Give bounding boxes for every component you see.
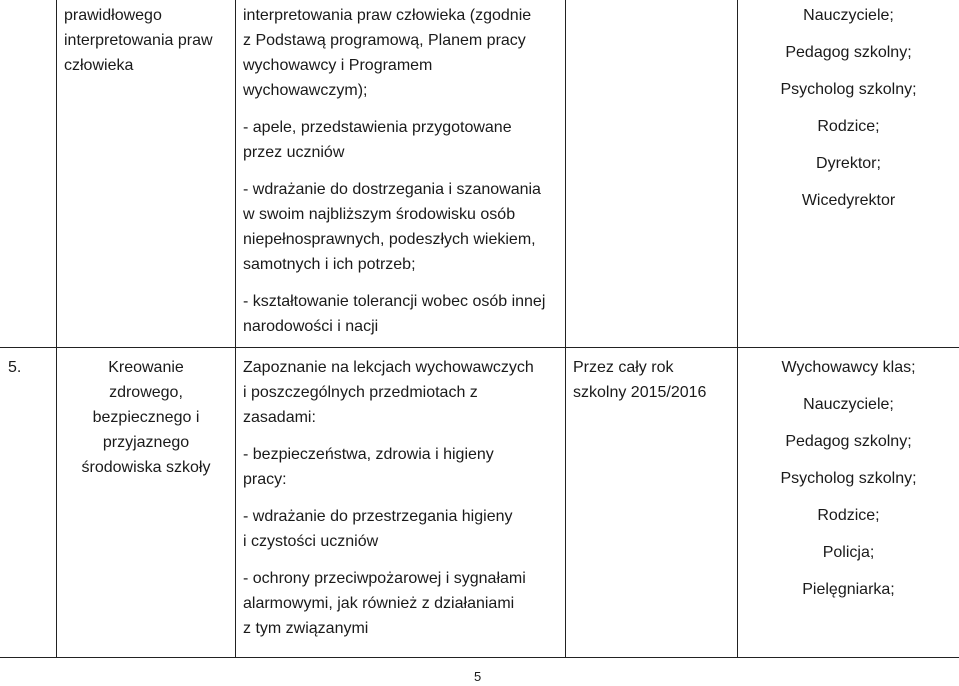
table-line [56,0,57,658]
cell-line: Dyrektor; [816,155,881,172]
table-line [0,657,959,658]
cell-line: przyjaznego [102,434,190,451]
cell-line: człowieka [64,57,134,74]
cell-line: - wdrażanie do dostrzegania i szanowania [243,181,541,198]
row5-tasks-cell [243,355,563,641]
cell-line: Psycholog szkolny; [780,470,917,487]
cell-line: Kreowanie [108,359,184,376]
cell-line: w swoim najbliższym środowisku osób [243,206,516,223]
cell-line: interpretowania praw [64,32,213,49]
cell-line: pracy: [243,471,287,488]
cell-line: Pielęgniarka; [802,581,895,598]
cell-line: zdrowego, [109,384,183,401]
cell-line: wychowawcy i Programem [243,57,433,74]
prev-goal-cell [64,3,234,78]
prev-tasks-cell [243,3,563,339]
prev-responsible-cell [738,3,959,213]
cell-line: niepełnosprawnych, podeszłych wiekiem, [243,231,536,248]
cell-line: Rodzice; [817,507,880,524]
table-line [235,0,236,658]
cell-line: z tym związanymi [243,620,369,637]
cell-line: z Podstawą programową, Planem pracy [243,32,526,49]
cell-line: Zapoznanie na lekcjach wychowawczych [243,359,534,376]
cell-line: Nauczyciele; [803,7,894,24]
cell-line: Wychowawcy klas; [781,359,916,376]
cell-line: wychowawczym); [243,82,368,99]
row5-responsible-cell [738,355,959,602]
cell-line: Nauczyciele; [803,396,894,413]
cell-line: Pedagog szkolny; [785,44,912,61]
cell-line: przez uczniów [243,144,345,161]
cell-line: Psycholog szkolny; [780,81,917,98]
row5-term-cell [573,355,735,405]
cell-line: zasadami: [243,409,316,426]
table-line [0,347,959,348]
cell-line: narodowości i nacji [243,318,379,335]
cell-line: Rodzice; [817,118,880,135]
cell-line: - wdrażanie do przestrzegania higieny [243,508,513,525]
cell-line: i czystości uczniów [243,533,379,550]
cell-line: środowiska szkoły [81,459,211,476]
cell-line: - apele, przedstawienia przygotowane [243,119,512,136]
row-number: 5. [8,359,22,376]
cell-line: bezpiecznego i [92,409,200,426]
cell-line: - ochrony przeciwpożarowej i sygnałami [243,570,526,587]
cell-line: Wicedyrektor [801,192,896,209]
cell-line: - bezpieczeństwa, zdrowia i higieny [243,446,494,463]
table-line [565,0,566,658]
cell-line: szkolny 2015/2016 [573,384,707,401]
cell-line: interpretowania praw człowieka (zgodnie [243,7,532,24]
cell-line: Przez cały rok [573,359,674,376]
cell-line: Policja; [822,544,875,561]
page-number: 5 [474,669,482,684]
cell-line: i poszczególnych przedmiotach z [243,384,478,401]
cell-line: samotnych i ich potrzeb; [243,256,416,273]
cell-line: - kształtowanie tolerancji wobec osób innej [243,293,546,310]
cell-line: alarmowymi, jak również z działaniami [243,595,515,612]
cell-line: prawidłowego [64,7,162,24]
cell-line: Pedagog szkolny; [785,433,912,450]
row5-goal-cell [57,355,235,480]
